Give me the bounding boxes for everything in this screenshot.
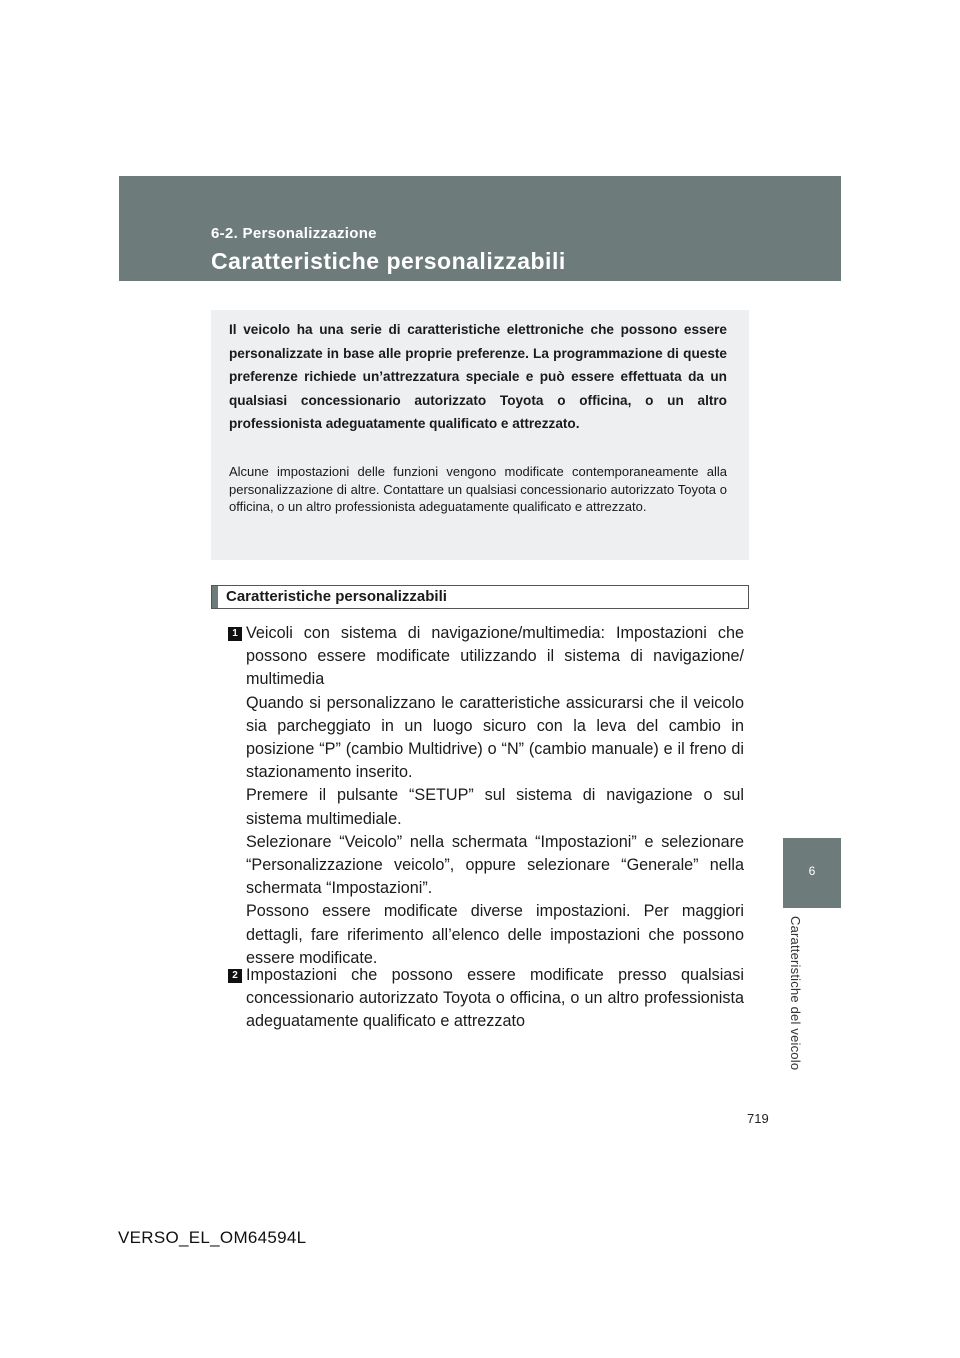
chapter-label: Caratteristiche del veicolo (788, 916, 803, 1071)
intro-bold-text: Il veicolo ha una serie di caratteristiche elettroniche che possono essere personalizzate in base alle proprie preferenze. La programmazione di queste preferenze richiede un’attrezzatura speciale e può essere effettuata da un qualsiasi concessionario autorizzato Toyota o officina, o un altro professionista adeguatamente qualificato e attrezzato. (229, 322, 727, 431)
intro-note-text: Alcune impostazioni delle funzioni vengono modificate contemporaneamente alla personalizzazione di altre. Contattare un qualsiasi concessionario autorizzato Toyota o officina, o un altro professionista adeguatamente qualificato e attrezzato. (229, 464, 727, 514)
number-badge-1: 1 (228, 627, 242, 641)
item-1-text (246, 622, 744, 970)
number-badge-2: 2 (228, 969, 242, 983)
item-1-paragraph: Veicoli con sistema di navigazione/multimedia: Impostazioni che possono essere modificate utilizzando il sistema di navigazione/ multimedia (246, 624, 744, 689)
subsection-title: Caratteristiche personalizzabili (226, 588, 447, 605)
chapter-number: 6 (808, 864, 816, 878)
section-label: 6-2. Personalizzazione (211, 225, 377, 242)
page-title: Caratteristiche personalizzabili (211, 248, 566, 274)
subsection-accent-bar (212, 586, 218, 608)
item-2-paragraph: Impostazioni che possono essere modificate presso qualsiasi concessionario autorizzato Toyota o officina, o un altro professionista adeguatamente qualificato e attrezzato (246, 966, 744, 1031)
item-1-paragraph: Quando si personalizzano le caratteristiche assicurarsi che il veicolo sia parcheggiato in un luogo sicuro con la leva del cambio in posizione “P” (cambio Multidrive) o “N” (cambio manuale) e il freno di stazionamento inserito. (246, 693, 744, 782)
chapter-tab (783, 838, 841, 908)
document-code: VERSO_EL_OM64594L (118, 1228, 307, 1247)
subsection-header (211, 585, 749, 609)
item-1-paragraph: Selezionare “Veicolo” nella schermata “Impostazioni” e selezionare “Personalizzazione veicolo”, oppure selezionare “Generale” nella schermata “Impostazioni”. (246, 832, 744, 898)
intro-box (211, 310, 749, 560)
item-2-text (246, 964, 744, 1034)
page-number: 719 (747, 1111, 769, 1126)
item-1-paragraph: Possono essere modificate diverse impostazioni. Per maggiori dettagli, fare riferimento all’elenco delle impostazioni che possono essere modificate. (246, 902, 744, 967)
item-1-paragraph: Premere il pulsante “SETUP” sul sistema di navigazione o sul sistema multimediale. (246, 786, 744, 828)
